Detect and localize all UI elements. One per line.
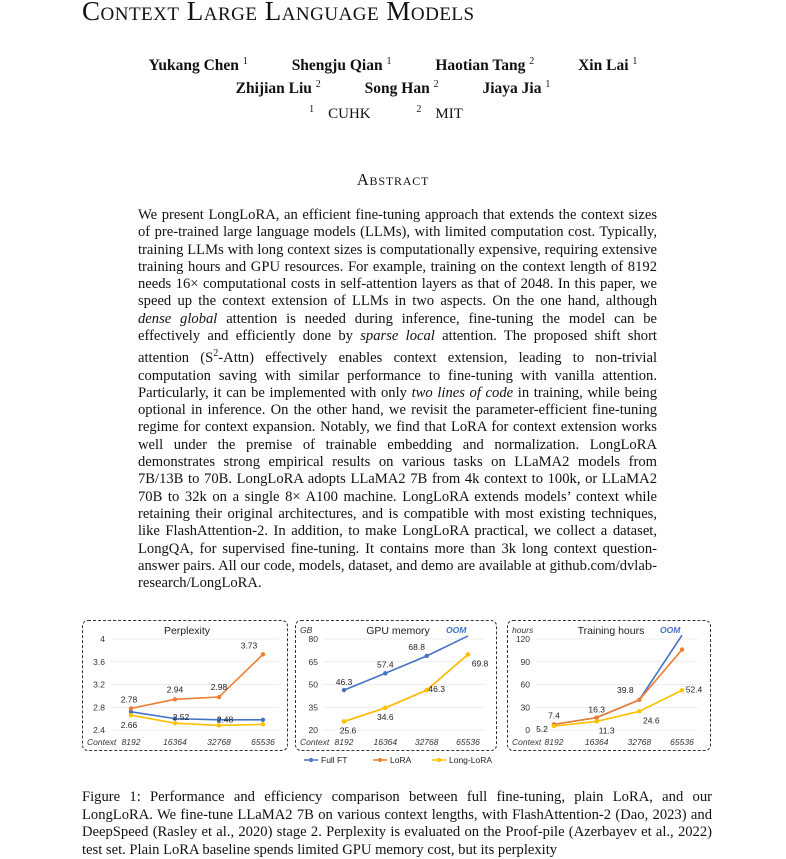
x-axis-label: Context bbox=[87, 737, 117, 747]
y-unit-label: GB bbox=[300, 625, 313, 635]
legend-marker bbox=[437, 758, 441, 762]
x-tick-label: 8192 bbox=[121, 737, 141, 747]
data-point bbox=[552, 724, 556, 728]
data-point bbox=[261, 652, 265, 656]
data-label: 46.3 bbox=[335, 677, 353, 688]
data-label: 11.3 bbox=[598, 725, 615, 736]
y-tick-label: 0 bbox=[525, 725, 530, 735]
y-unit-label: hours bbox=[512, 625, 534, 635]
affiliations bbox=[0, 104, 786, 123]
x-tick-label: 65536 bbox=[251, 737, 275, 747]
abstract-body: We present LongLoRA, an efficient fine-tuning approach that extends the context sizes of pre-trained large language models (LLMs), with limited computation cost. Typically, training LLMs with long context sizes is computationally expensive, requiring extensive training hours and GPU resources. For example, training on the context length of 8192 needs 16× computational costs in self-attention layers as that of 2048. In this paper, we speed up the context extension of LLMs in two aspects. On the one hand, although dense global attention is needed during inference, fine-tuning the model can be effectively and efficiently done by sparse local attention. The proposed shift short attention $(S^2-Attn)$ effectively enables context extension, leading to non-trivial computation saving with similar performance to fine-tuning with vanilla attention. Particularly, it can be implemented with only two lines of code in training, while being optional in inference. On the other hand, we revisit the parameter-efficient fine-tuning regime for context expansion. Notably, we find that LoRA for context extension works well under the premise of trainable embedding and normalization. LongLoRA demonstrates strong empirical results on various tasks on LLaMA2 models from 7B/13B to 70B. LongLoRA adopts LLaMA2 7B from 4k context to 100k, or LLaMA2 70B to 32k on a single 8× A100 machine. LongLoRA extends models’ context while retaining their original architectures, and is compatible with most existing techniques, like FlashAttention-2. In addition, to make LongLoRA practical, we collect a dataset, LongQA, for supervised fine-tuning. It contains more than 3k long context question-answer pairs. All our code, models, dataset, and demo are available at github.com/dvlab-research/LongLoRA. bbox=[138, 207, 657, 592]
data-point bbox=[261, 718, 265, 722]
x-tick-label: 16364 bbox=[163, 737, 187, 747]
data-point bbox=[342, 688, 346, 692]
data-point bbox=[261, 722, 265, 726]
data-point bbox=[129, 706, 133, 710]
data-point bbox=[680, 647, 684, 651]
perplexity-chart bbox=[83, 621, 287, 750]
data-label: 2.66 bbox=[120, 720, 138, 731]
data-point bbox=[637, 698, 641, 702]
data-point bbox=[217, 695, 221, 699]
figure-caption: Figure 1: Performance and efficiency comparison between full fine-tuning, plain LoRA, and our LongLoRA. We fine-tune LLaMA2 7B on various context lengths, with FlashAttention-2 (Dao, 2023) and DeepSpeed (Rasley et al., 2020) stage 2. Perplexity is evaluated on the Proof-pile (Azerbayev et al., 2022) test set. Plain LoRA baseline spends limited GPU memory cost, but its perplexity bbox=[82, 789, 712, 858]
affiliation: $^2$ MIT bbox=[416, 104, 463, 122]
x-axis-label: Context bbox=[300, 737, 330, 747]
data-label: 39.8 bbox=[617, 684, 634, 695]
y-tick-label: 20 bbox=[308, 725, 318, 735]
perplexity-panel bbox=[82, 620, 288, 751]
affiliation: $^1$ CUHK bbox=[309, 104, 371, 122]
figure-legend bbox=[80, 752, 712, 768]
author: Xin Lai $^1$ bbox=[578, 56, 638, 75]
x-tick-label: 65536 bbox=[670, 737, 694, 747]
paper-title: Context Large Language Models bbox=[82, 0, 475, 26]
data-label: 68.8 bbox=[408, 641, 425, 652]
author: Yukang Chen $^1$ bbox=[148, 56, 248, 75]
data-point bbox=[594, 715, 598, 719]
x-tick-label: 32768 bbox=[414, 737, 439, 747]
data-point bbox=[466, 652, 470, 656]
chart-title: Training hours bbox=[577, 625, 645, 637]
x-tick-label: 8192 bbox=[334, 737, 354, 747]
author: Shengju Qian $^1$ bbox=[291, 56, 392, 75]
y-tick-label: 65 bbox=[308, 656, 318, 667]
y-tick-label: 2.4 bbox=[93, 725, 105, 735]
data-point bbox=[637, 709, 641, 713]
y-tick-label: 80 bbox=[308, 634, 318, 644]
abstract-heading: Abstract bbox=[356, 170, 430, 189]
y-tick-label: 30 bbox=[520, 702, 530, 713]
x-tick-label: 16364 bbox=[373, 737, 398, 747]
author-line-1 bbox=[0, 56, 786, 75]
legend-label: LoRA bbox=[390, 755, 412, 765]
author: Zhijian Liu $^2$ bbox=[235, 79, 321, 98]
author: Jiaya Jia $^1$ bbox=[482, 79, 551, 98]
data-label: 46.3 bbox=[428, 684, 445, 695]
series-line bbox=[554, 635, 682, 724]
y-tick-label: 120 bbox=[515, 634, 530, 644]
author-line-2 bbox=[0, 79, 786, 98]
author: Haotian Tang $^2$ bbox=[435, 56, 535, 75]
gpu-memory-panel bbox=[295, 620, 497, 751]
data-point bbox=[594, 719, 598, 723]
gpu-memory-chart bbox=[296, 621, 496, 750]
x-axis-label: Context bbox=[512, 737, 542, 747]
training-hours-panel bbox=[507, 620, 711, 751]
data-label: 2.48 bbox=[216, 714, 234, 725]
oom-annotation: OOM bbox=[660, 625, 681, 635]
data-point bbox=[173, 697, 177, 701]
data-point bbox=[680, 688, 684, 692]
data-label: 7.4 bbox=[548, 710, 560, 721]
data-point bbox=[342, 719, 346, 723]
author: Song Han $^2$ bbox=[364, 79, 439, 98]
data-label: 25.6 bbox=[339, 725, 357, 736]
data-label: 69.8 bbox=[471, 658, 489, 669]
data-label: 2.78 bbox=[120, 694, 138, 705]
data-point bbox=[383, 671, 387, 675]
x-tick-label: 16364 bbox=[584, 737, 609, 747]
x-tick-label: 8192 bbox=[544, 737, 564, 747]
y-tick-label: 50 bbox=[308, 679, 318, 690]
data-label: 57.4 bbox=[377, 659, 394, 670]
data-point bbox=[383, 706, 387, 710]
data-label: 3.73 bbox=[240, 640, 258, 651]
data-label: 5.2 bbox=[536, 724, 548, 735]
chart-title: GPU memory bbox=[366, 625, 430, 637]
x-tick-label: 65536 bbox=[456, 737, 480, 747]
data-point bbox=[129, 713, 133, 717]
data-label: 24.6 bbox=[643, 715, 660, 726]
legend-marker bbox=[309, 758, 313, 762]
data-point bbox=[424, 654, 428, 658]
data-label: 2.94 bbox=[166, 684, 184, 695]
figure-1 bbox=[80, 618, 712, 768]
x-tick-label: 32768 bbox=[627, 737, 652, 747]
y-tick-label: 2.8 bbox=[93, 702, 105, 713]
chart-title: Perplexity bbox=[163, 625, 211, 637]
y-tick-label: 60 bbox=[520, 679, 530, 690]
y-tick-label: 3.6 bbox=[93, 656, 105, 667]
x-tick-label: 32768 bbox=[207, 737, 231, 747]
data-label: 52.4 bbox=[685, 684, 703, 695]
data-label: 2.98 bbox=[210, 682, 228, 693]
y-tick-label: 90 bbox=[520, 656, 530, 667]
data-label: 2.52 bbox=[172, 712, 190, 723]
y-tick-label: 4 bbox=[100, 634, 105, 644]
training-hours-chart bbox=[508, 621, 710, 750]
data-label: 34.6 bbox=[377, 711, 394, 722]
y-tick-label: 35 bbox=[308, 702, 318, 713]
legend-label: Full FT bbox=[321, 755, 348, 765]
y-tick-label: 3.2 bbox=[93, 679, 105, 690]
series-line bbox=[344, 636, 468, 690]
legend-label: Long-LoRA bbox=[449, 755, 493, 765]
data-label: 16.3 bbox=[588, 704, 605, 715]
oom-annotation: OOM bbox=[446, 625, 467, 635]
series-line bbox=[131, 654, 263, 708]
legend-marker bbox=[378, 758, 382, 762]
